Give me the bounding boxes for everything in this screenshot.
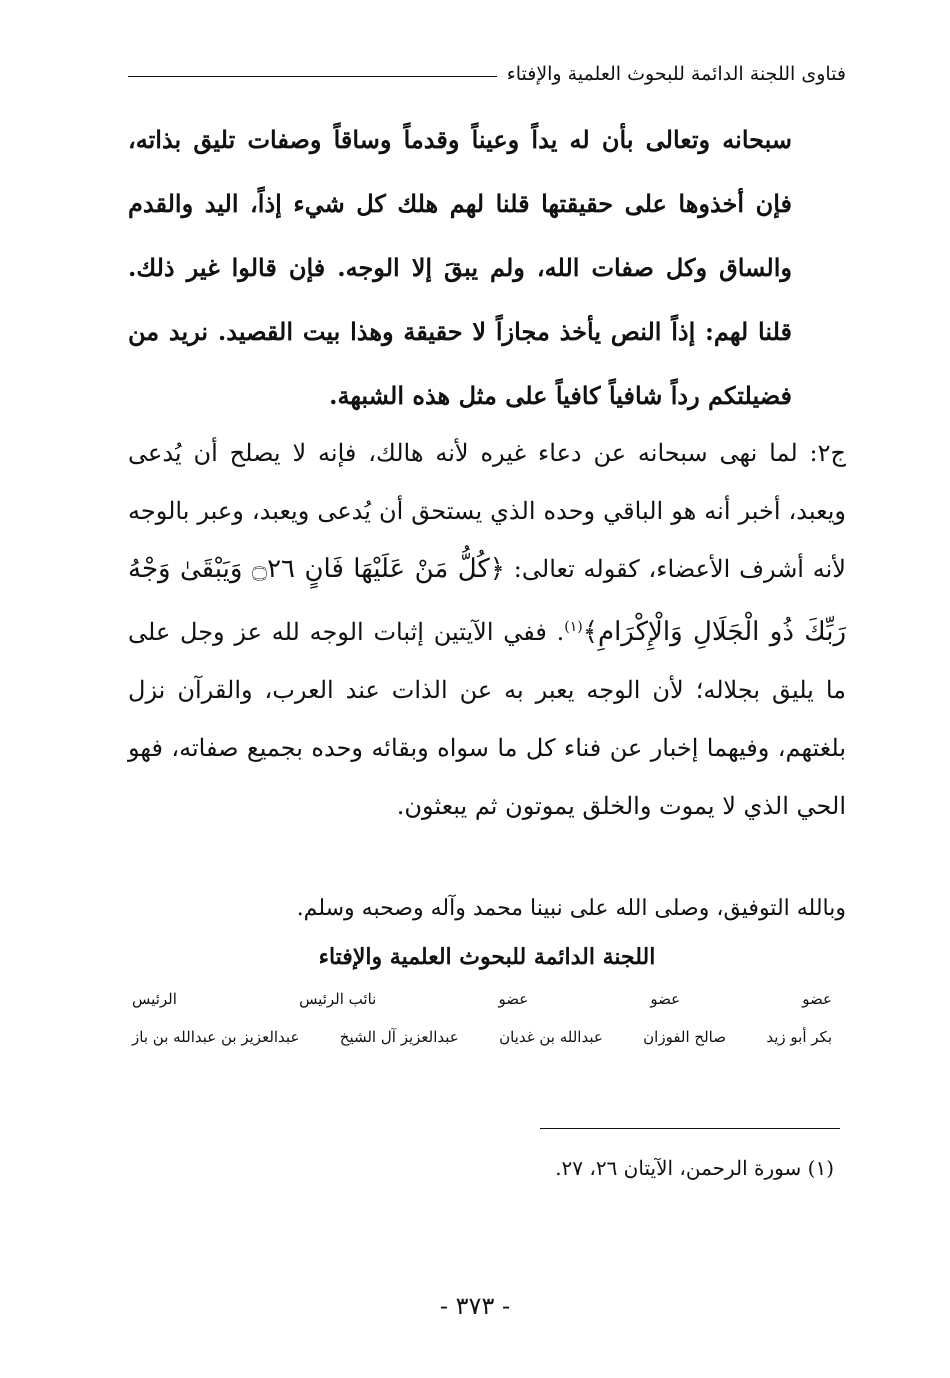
committee-name: اللجنة الدائمة للبحوث العلمية والإفتاء bbox=[318, 944, 656, 970]
signatory-name: عبدالعزيز آل الشيخ bbox=[339, 1028, 459, 1046]
answer-paragraph bbox=[128, 424, 846, 835]
page-number: - ٣٧٣ - bbox=[439, 1292, 511, 1320]
closing-line: وبالله التوفيق، وصلى الله على نبينا محمد وآله وصحبه وسلم. bbox=[296, 896, 846, 921]
footnote-reference: (١) bbox=[564, 619, 583, 635]
signatory-names bbox=[132, 1028, 832, 1046]
header-rule bbox=[128, 76, 497, 77]
signatory-name: بكر أبو زيد bbox=[766, 1028, 832, 1046]
footnote-divider bbox=[540, 1128, 840, 1129]
signatory-roles bbox=[132, 990, 832, 1008]
running-header bbox=[128, 58, 846, 90]
answer-text-part2: . ففي الآيتين إثبات الوجه لله عز وجل على ما يليق بجلاله؛ لأن الوجه يعبر به عن الذات عند العرب، والقرآن نزل بلغتهم، وفيهما إخبار عن فناء كل ما سواه وبقائه وحده بجميع صفاته، فهو الحي الذي لا يموت والخلق يموتون ثم يبعثون. bbox=[128, 618, 846, 820]
answer-text-part1: ج٢: لما نهى سبحانه عن دعاء غيره لأنه هالك، فإنه لا يصلح أن يُدعى ويعبد، أخبر أنه هو الباقي وحده الذي يستحق أن يُدعى ويعبد، وعبر بالوجه لأنه أشرف الأعضاء، كقوله تعالى: bbox=[128, 439, 846, 583]
signatory-name: صالح الفوزان bbox=[643, 1028, 726, 1046]
signatory-role: الرئيس bbox=[132, 990, 177, 1008]
signatory-role: عضو bbox=[498, 990, 529, 1008]
footnote: (١) سورة الرحمن، الآيتان ٢٦، ٢٧. bbox=[555, 1156, 834, 1180]
question-paragraph: سبحانه وتعالى بأن له يداً وعيناً وقدماً وساقاً وصفات تليق بذاته، فإن أخذوها على حقيقتها قلنا لهم هلك كل شيء إذاً، اليد والقدم والساق وكل صفات الله، ولم يبقَ إلا الوجه. فإن قالوا غير ذلك. قلنا لهم: إذاً النص يأخذ مجازاً لا حقيقة وهذا بيت القصيد. نريد من فضيلتكم رداً شافياً كافياً على مثل هذه الشبهة. bbox=[128, 125, 792, 410]
signatory-name: عبدالعزيز بن عبدالله بن باز bbox=[132, 1028, 300, 1046]
quran-verse: ﴿كُلُّ مَنْ عَلَيْهَا فَانٍ ۝٢٦ وَيَبْقَىٰ وَجْهُ رَبِّكَ ذُو الْجَلَالِ وَالْإِكْرَامِ﴾ bbox=[128, 554, 847, 647]
signatory-role: عضو bbox=[650, 990, 681, 1008]
signatory-role: نائب الرئيس bbox=[299, 990, 377, 1008]
signatory-name: عبدالله بن غديان bbox=[499, 1028, 603, 1046]
running-header-title: فتاوى اللجنة الدائمة للبحوث العلمية والإفتاء bbox=[506, 63, 846, 85]
signatory-role: عضو bbox=[802, 990, 832, 1008]
